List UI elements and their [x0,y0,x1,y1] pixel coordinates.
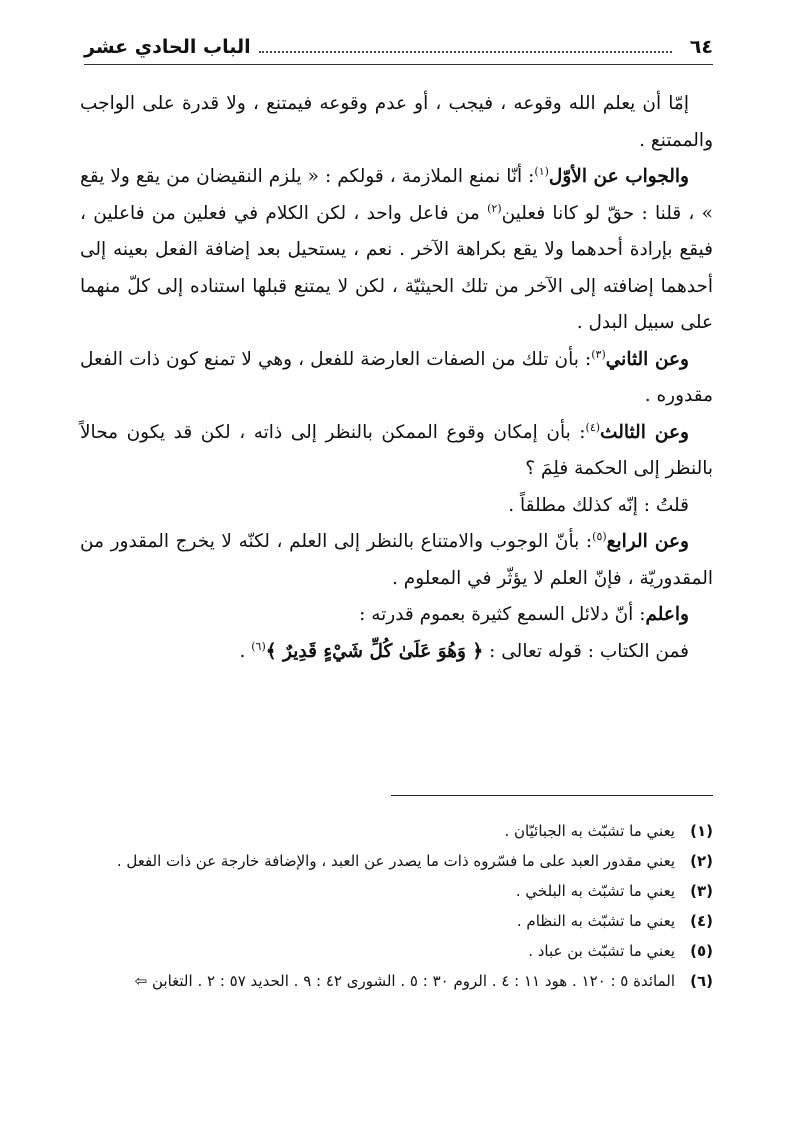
header-dot-leader [259,41,672,53]
footnote-item: (٢) يعني مقدور العبد على ما فسّروه ذات ما يصدر عن العبد ، والإضافة خارجة عن ذات الفعل . [116,852,713,870]
paragraph-answer-third: وعن الثالث$^{(٤)}$: بأن إمكان وقوع الممكن بالنظر إلى ذاته ، لكن قد يكون محالاً بالنظر إلى الحكمة فلِمَ ؟ [80,420,713,479]
footnote-marker-4: (٤) [585,420,601,434]
footnotes [80,816,713,996]
footnote-item: (٤) يعني ما تشبّث به النظام . [516,912,713,930]
answer-second-heading: وعن الثاني [605,348,689,370]
paragraph-answer-second: وعن الثاني$^{(٣)}$: بأن تلك من الصفات العارضة للفعل ، وهي لا تمنع كون ذات الفعل مقدوره . [80,347,713,406]
footnote-item: (١) يعني ما تشبّث به الجبائيّان . [504,822,713,840]
footnote-item: (٣) يعني ما تشبّث به البلخي . [515,882,713,900]
paragraph-know: واعلم: أنّ دلائل السمع كثيرة بعموم قدرته : [359,604,689,625]
paragraph-intro: إمّا أن يعلم الله وقوعه ، فيجب ، أو عدم وقوعه فيمتنع ، ولا قدرة على الواجب والممتنع . [80,93,713,151]
page-number: ٦٤ [689,36,713,58]
footnote-separator [391,795,713,796]
paragraph-quran: فمن الكتاب : قوله تعالى : ﴿ وَهُوَ عَلَىٰ كُلِّ شَيْءٍ قَدِيرٌ ﴾$^{(٦)}$ . [239,639,689,662]
footnote-marker-5: (٥) [592,529,607,543]
answer-third-heading: وعن الثالث [600,421,689,443]
paragraph-answer-fourth: وعن الرابع$^{(٥)}$: بأنّ الوجوب والامتناع بالنظر إلى العلم ، لكنّه لا يخرج المقدور من المقدوريّة ، فإنّ العلم لا يؤثّر في المعلوم . [80,529,713,589]
paragraph-answer-first: والجواب عن الأوّل$^{(١)}$: أنّا نمنع الملازمة ، قولكم : « يلزم النقيضان من يقع ولا يقع » ، قلنا : حقّ لو كانا فعلين$^{(٢)}$ من فاعل واحد ، لكن الكلام في فعلين من فاعلين ، فيقع بإرادة أحدهما ولا يقع بكراهة الآخر . نعم ، يستحيل بعد إضافة الفعل بعينه إلى أحدهما إضافته إلى الآخر من تلك الحيثيّة ، لكن لا يمتنع قبلها استناده إلى كلّ منهما على سبيل البدل . [80,164,713,333]
footnote-item: (٦) المائدة ٥ : ١٢٠ . هود ١١ : ٤ . الروم ٣٠ : ٥ . الشورى ٤٢ : ٩ . الحديد ٥٧ : ٢ . التغابن ⇦ [134,972,713,990]
footnote-marker-3: (٣) [591,347,606,361]
chapter-title: الباب الحادي عشر [84,36,251,58]
footnote-marker-6: (٦) [251,639,266,653]
know-heading: واعلم [645,604,689,625]
running-header [84,30,713,65]
paragraph-qult: قلتُ : إنّه كذلك مطلقاً . [508,494,689,516]
answer-first-heading: والجواب عن الأوّل [548,166,689,187]
footnote-marker-1: (١) [534,164,549,178]
answer-fourth-heading: وعن الرابع [606,531,689,552]
footnote-marker-2: (٢) [487,201,502,215]
footnote-item: (٥) يعني ما تشبّث بن عباد . [528,942,713,960]
main-text [80,86,713,670]
quran-verse: ﴿ وَهُوَ عَلَىٰ كُلِّ شَيْءٍ قَدِيرٌ ﴾ [265,640,484,662]
